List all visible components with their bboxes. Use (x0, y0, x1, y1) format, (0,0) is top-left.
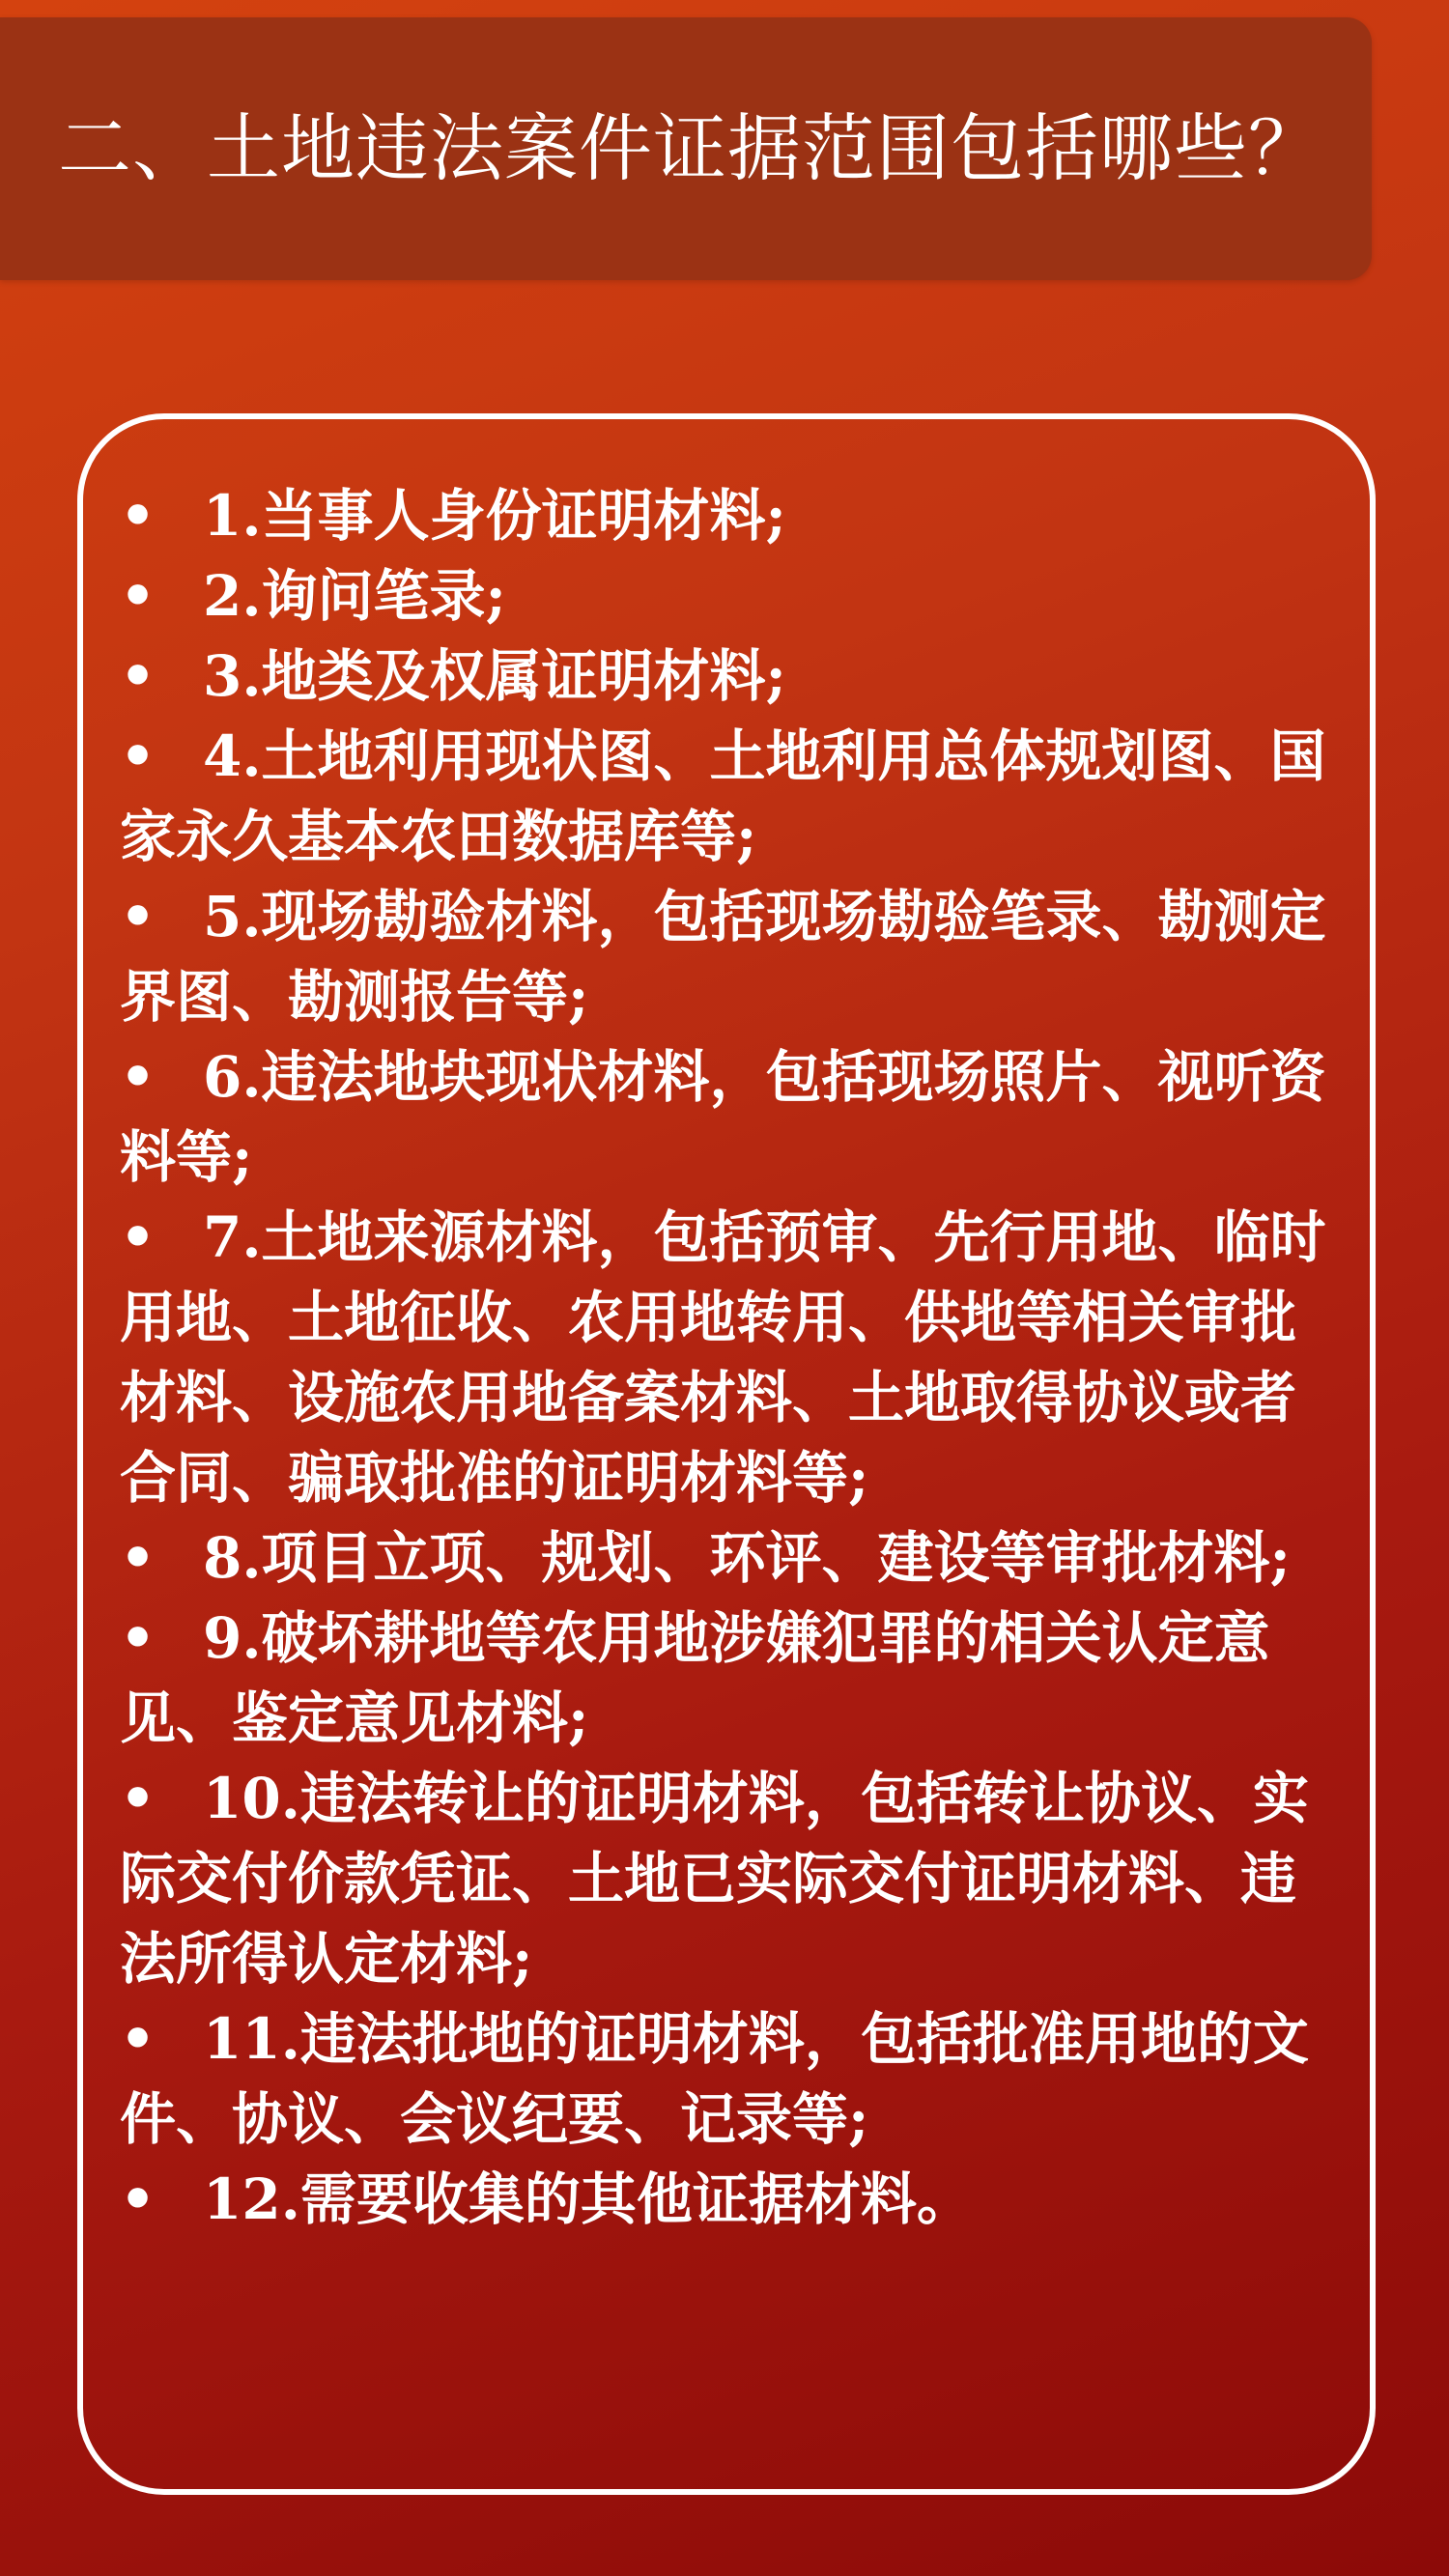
list-item (120, 637, 1347, 717)
list-item-text: 9.破坏耕地等农用地涉嫌犯罪的相关认定意见、鉴定意见材料; (120, 1605, 1270, 1751)
list-item-text: 3.地类及权属证明材料; (203, 643, 786, 709)
bullet-icon: • (120, 1525, 156, 1591)
title-bar (0, 17, 1372, 280)
list-item-text: 4.土地利用现状图、土地利用总体规划图、国家永久基本农田数据库等; (120, 723, 1326, 869)
list-item-text: 5.现场勘验材料，包括现场勘验笔录、勘测定界图、勘测报告等; (120, 884, 1326, 1030)
list-item (120, 1599, 1347, 1759)
list-item (120, 556, 1347, 637)
list-item-text: 11.违法批地的证明材料，包括批准用地的文件、协议、会议纪要、记录等; (120, 2006, 1309, 2152)
list-item-text: 6.违法地块现状材料，包括现场照片、视听资料等; (120, 1044, 1326, 1190)
bullet-icon: • (120, 1204, 156, 1270)
list-item (120, 1999, 1347, 2160)
list-item (120, 717, 1347, 877)
evidence-list (120, 476, 1347, 2240)
bullet-icon: • (120, 884, 156, 949)
bullet-icon: • (120, 1605, 156, 1671)
list-item-text: 2.询问笔录; (203, 563, 506, 629)
bullet-icon: • (120, 723, 156, 789)
list-item-text: 1.当事人身份证明材料; (203, 483, 786, 549)
list-item (120, 1518, 1347, 1599)
page-title: 二、土地违法案件证据范围包括哪些？ (58, 105, 1322, 191)
bullet-icon: • (120, 483, 156, 549)
bullet-icon: • (120, 1766, 156, 1831)
bullet-icon: • (120, 2166, 156, 2232)
list-item (120, 1198, 1347, 1518)
list-item (120, 877, 1347, 1037)
list-item (120, 1037, 1347, 1198)
list-item-text: 10.违法转让的证明材料，包括转让协议、实际交付价款凭证、土地已实际交付证明材料、违法所得认定材料; (120, 1766, 1309, 1992)
list-item (120, 2160, 1347, 2240)
list-item (120, 476, 1347, 556)
bullet-icon: • (120, 2006, 156, 2072)
bullet-icon: • (120, 563, 156, 629)
list-item (120, 1759, 1347, 1999)
bullet-icon: • (120, 1044, 156, 1110)
bullet-icon: • (120, 643, 156, 709)
list-item-text: 8.项目立项、规划、环评、建设等审批材料; (203, 1525, 1291, 1591)
list-item-text: 7.土地来源材料，包括预审、先行用地、临时用地、土地征收、农用地转用、供地等相关审批材料、设施农用地备案材料、土地取得协议或者合同、骗取批准的证明材料等; (120, 1204, 1326, 1511)
list-item-text: 12.需要收集的其他证据材料。 (203, 2166, 973, 2232)
